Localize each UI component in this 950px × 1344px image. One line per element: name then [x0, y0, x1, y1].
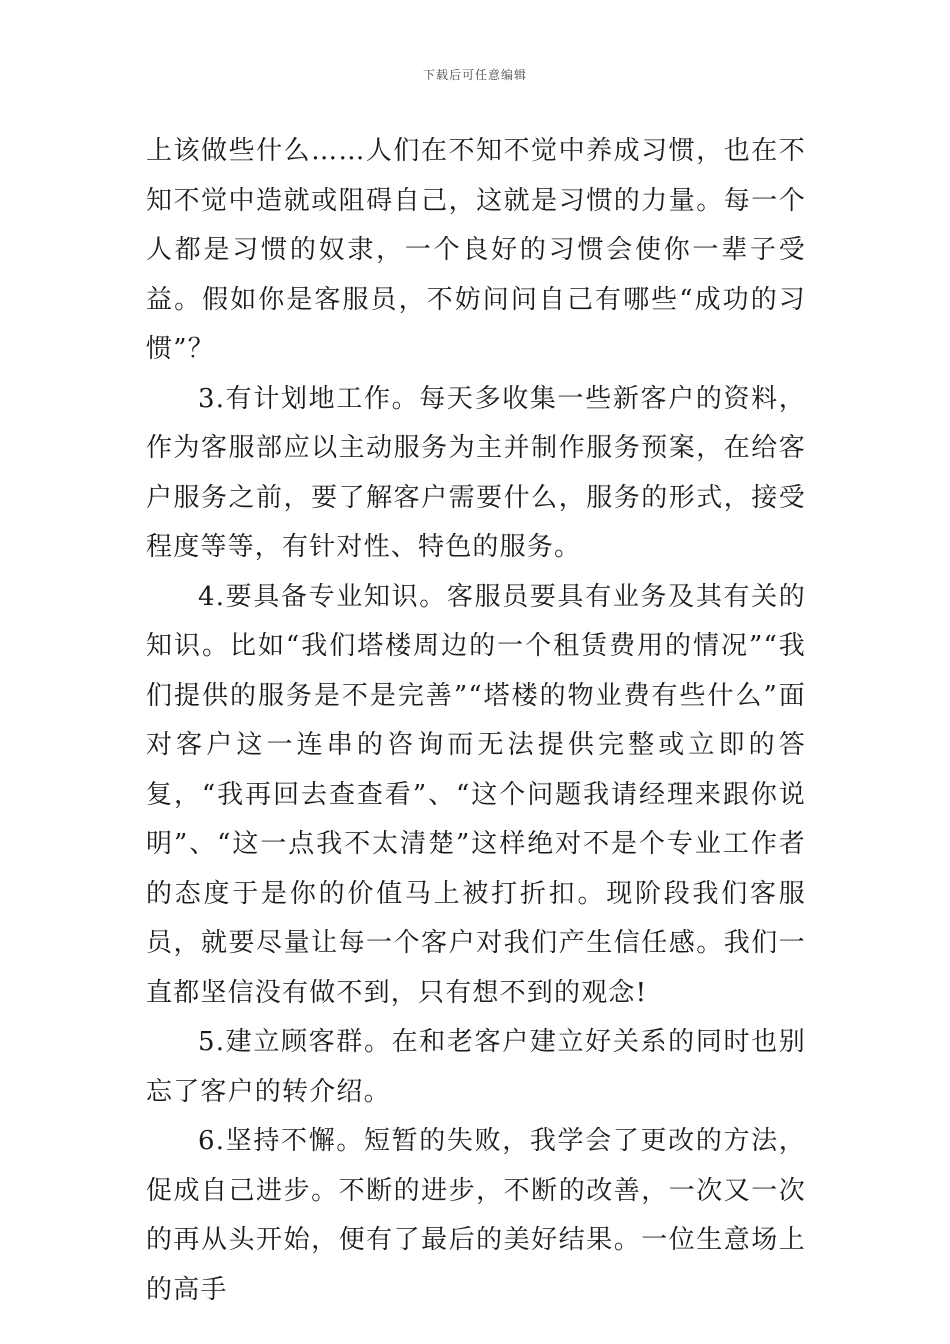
page-header-note: 下载后可任意编辑	[422, 68, 527, 82]
paragraph-item-3: 3.有计划地工作。每天多收集一些新客户的资料，作为客服部应以主动服务为主并制作服务预案，在给客户服务之前，要了解客户需要什么，服务的形式，接受程度等等，有针对性、特色的服务。	[146, 383, 806, 562]
paragraph-habits: 上该做些什么……人们在不知不觉中养成习惯，也在不知不觉中造就或阻碍自己，这就是习惯的力量。每一个人都是习惯的奴隶，一个良好的习惯会使你一辈子受益。假如你是客服员，不妨问问自己有哪些“成功的习惯”？	[146, 136, 806, 364]
paragraph-item-4: 4.要具备专业知识。客服员要具有业务及其有关的知识。比如“我们塔楼周边的一个租赁费用的情况”“我们提供的服务是不是完善”“塔楼的物业费有些什么”面对客户这一连串的咨询而无法提供完整或立即的答复，“我再回去查查看”、“这个问题我请经理来跟你说明”、“这一点我不太清楚”这样绝对不是个专业工作者的态度于是你的价值马上被打折扣。现阶段我们客服员，就要尽量让每一个客户对我们产生信任感。我们一直都坚信没有做不到，只有想不到的观念!	[146, 581, 806, 1008]
paragraph-item-6: 6.坚持不懈。短暂的失败，我学会了更改的方法，促成自己进步。不断的进步，不断的改善，一次又一次的再从头开始，便有了最后的美好结果。一位生意场上的高手	[146, 1126, 806, 1305]
document-body	[146, 127, 806, 1315]
paragraph-item-5: 5.建立顾客群。在和老客户建立好关系的同时也别忘了客户的转介绍。	[146, 1027, 806, 1107]
